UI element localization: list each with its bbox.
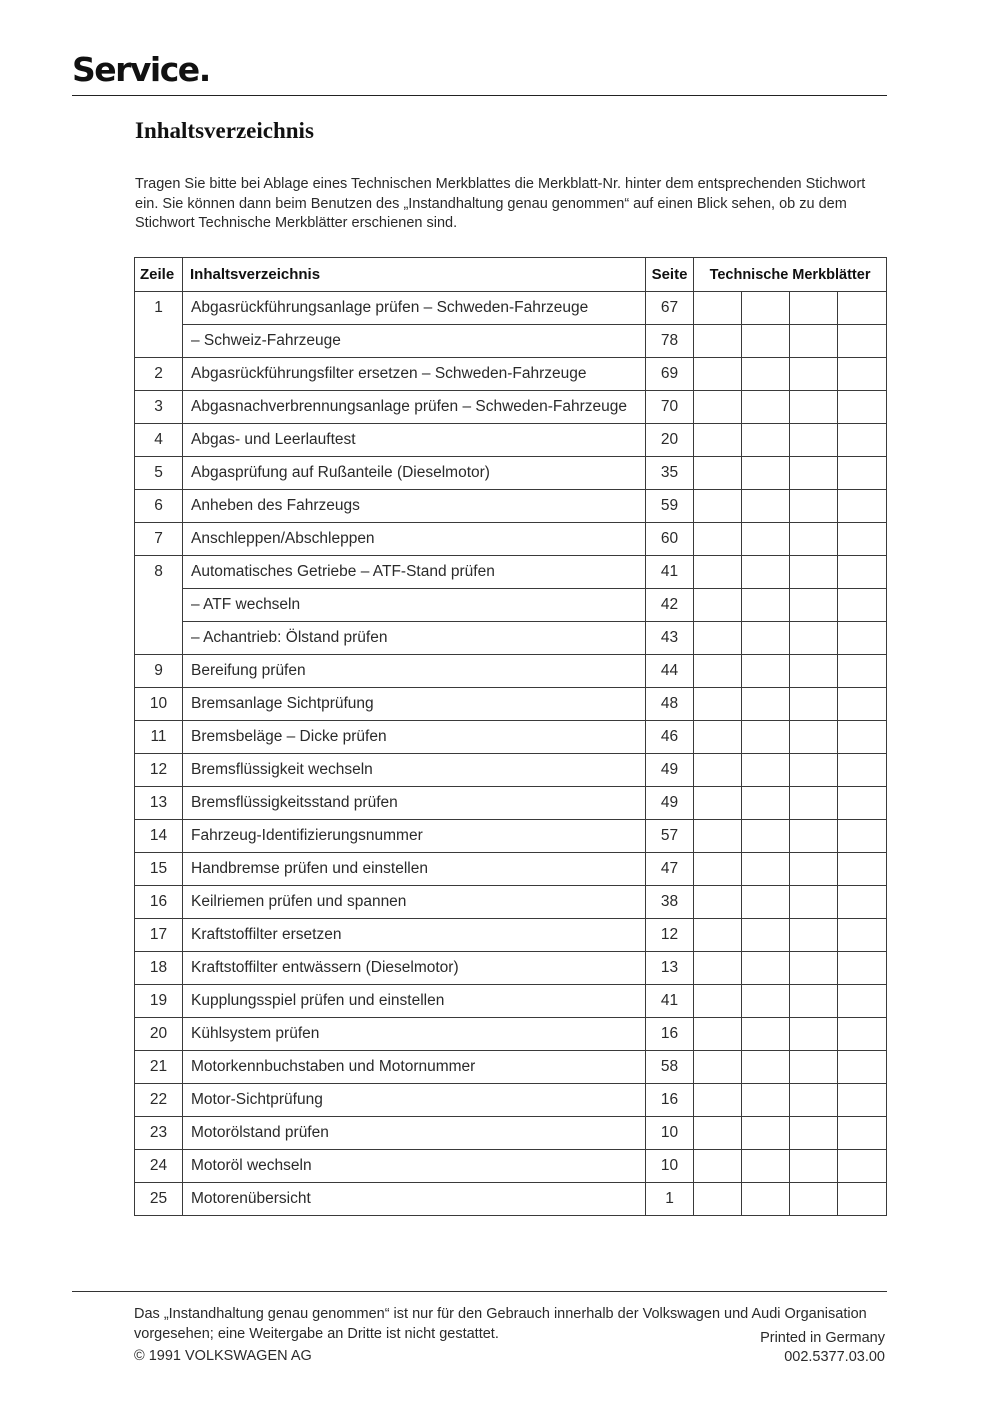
row-line-number: 19: [135, 985, 183, 1018]
tech-sheet-cell[interactable]: [790, 1150, 838, 1183]
tech-sheet-cell[interactable]: [838, 622, 887, 655]
tech-sheet-cell[interactable]: [838, 292, 887, 325]
tech-sheet-cell[interactable]: [790, 391, 838, 424]
row-line-number: [135, 622, 183, 655]
tech-sheet-cell[interactable]: [838, 655, 887, 688]
tech-sheet-cell[interactable]: [838, 1084, 887, 1117]
row-line-number: 17: [135, 919, 183, 952]
row-topic: – Schweiz-Fahrzeuge: [183, 325, 646, 358]
row-page: 48: [646, 688, 694, 721]
row-page: 38: [646, 886, 694, 919]
row-topic: Kühlsystem prüfen: [183, 1018, 646, 1051]
tech-sheet-cell[interactable]: [838, 952, 887, 985]
tech-sheet-cell[interactable]: [694, 490, 742, 523]
row-page: 58: [646, 1051, 694, 1084]
table-row: [135, 523, 887, 556]
row-page: 47: [646, 853, 694, 886]
tech-sheet-cell[interactable]: [694, 424, 742, 457]
row-topic: Abgasnachverbrennungsanlage prüfen – Schweden-Fahrzeuge: [183, 391, 646, 424]
row-topic: Automatisches Getriebe – ATF-Stand prüfen: [183, 556, 646, 589]
toc-table: [134, 257, 887, 1216]
row-line-number: 24: [135, 1150, 183, 1183]
row-line-number: 6: [135, 490, 183, 523]
tech-sheet-cell[interactable]: [838, 1051, 887, 1084]
tech-sheet-cell[interactable]: [790, 523, 838, 556]
table-row: [135, 655, 887, 688]
page-title: Inhaltsverzeichnis: [135, 118, 314, 143]
row-topic: – ATF wechseln: [183, 589, 646, 622]
row-line-number: 11: [135, 721, 183, 754]
tech-sheet-cell[interactable]: [742, 754, 790, 787]
row-page: 12: [646, 919, 694, 952]
row-topic: Handbremse prüfen und einstellen: [183, 853, 646, 886]
tech-sheet-cell[interactable]: [742, 952, 790, 985]
row-page: 59: [646, 490, 694, 523]
header-rule: [72, 95, 887, 96]
row-topic: Motoröl wechseln: [183, 1150, 646, 1183]
row-topic: Kupplungsspiel prüfen und einstellen: [183, 985, 646, 1018]
table-row: [135, 457, 887, 490]
row-topic: Abgasprüfung auf Rußanteile (Dieselmotor): [183, 457, 646, 490]
row-line-number: 3: [135, 391, 183, 424]
row-topic: Motor-Sichtprüfung: [183, 1084, 646, 1117]
tech-sheet-cell[interactable]: [694, 1084, 742, 1117]
row-topic: Abgas- und Leerlauftest: [183, 424, 646, 457]
row-page: 42: [646, 589, 694, 622]
tech-sheet-cell[interactable]: [694, 1117, 742, 1150]
tech-sheet-cell[interactable]: [838, 985, 887, 1018]
table-row: [135, 820, 887, 853]
tech-sheet-cell[interactable]: [694, 457, 742, 490]
toc-body: [135, 292, 887, 1216]
table-row: [135, 490, 887, 523]
tech-sheet-cell[interactable]: [790, 919, 838, 952]
tech-sheet-cell[interactable]: [838, 523, 887, 556]
tech-sheet-cell[interactable]: [694, 1051, 742, 1084]
table-row: [135, 424, 887, 457]
row-topic: Kraftstoffilter ersetzen: [183, 919, 646, 952]
footer-notice: Das „Instandhaltung genau genommen“ ist nur für den Gebrauch innerhalb der Volkswagen und Audi Organisation vorgesehen; eine Weitergabe an Dritte ist nicht gestattet.: [134, 1306, 867, 1342]
tech-sheet-cell[interactable]: [742, 325, 790, 358]
row-page: 41: [646, 985, 694, 1018]
tech-sheet-cell[interactable]: [790, 490, 838, 523]
tech-sheet-cell[interactable]: [742, 292, 790, 325]
tech-sheet-cell[interactable]: [838, 886, 887, 919]
tech-sheet-cell[interactable]: [694, 325, 742, 358]
tech-sheet-cell[interactable]: [790, 457, 838, 490]
tech-sheet-cell[interactable]: [694, 787, 742, 820]
tech-sheet-cell[interactable]: [790, 1084, 838, 1117]
tech-sheet-cell[interactable]: [790, 952, 838, 985]
tech-sheet-cell[interactable]: [790, 556, 838, 589]
tech-sheet-cell[interactable]: [790, 787, 838, 820]
row-topic: Motorölstand prüfen: [183, 1117, 646, 1150]
tech-sheet-cell[interactable]: [742, 556, 790, 589]
table-row: [135, 721, 887, 754]
row-page: 16: [646, 1018, 694, 1051]
footer-copyright: © 1991 VOLKSWAGEN AG: [134, 1348, 312, 1364]
tech-sheet-cell[interactable]: [838, 919, 887, 952]
row-line-number: 25: [135, 1183, 183, 1216]
tech-sheet-cell[interactable]: [790, 1183, 838, 1216]
tech-sheet-cell[interactable]: [694, 952, 742, 985]
header-line: Zeile: [135, 258, 183, 292]
tech-sheet-cell[interactable]: [838, 424, 887, 457]
row-line-number: 13: [135, 787, 183, 820]
row-topic: Fahrzeug-Identifizierungsnummer: [183, 820, 646, 853]
tech-sheet-cell[interactable]: [742, 523, 790, 556]
row-line-number: 21: [135, 1051, 183, 1084]
tech-sheet-cell[interactable]: [742, 622, 790, 655]
table-row: [135, 688, 887, 721]
tech-sheet-cell[interactable]: [694, 622, 742, 655]
row-topic: Anheben des Fahrzeugs: [183, 490, 646, 523]
row-page: 13: [646, 952, 694, 985]
tech-sheet-cell[interactable]: [838, 490, 887, 523]
row-line-number: 8: [135, 556, 183, 589]
row-line-number: 9: [135, 655, 183, 688]
tech-sheet-cell[interactable]: [790, 721, 838, 754]
table-row: [135, 985, 887, 1018]
footer-printed: Printed in Germany: [760, 1330, 885, 1346]
row-topic: Abgasrückführungsfilter ersetzen – Schweden-Fahrzeuge: [183, 358, 646, 391]
table-row: [135, 952, 887, 985]
table-row: [135, 325, 887, 358]
tech-sheet-cell[interactable]: [742, 688, 790, 721]
row-page: 60: [646, 523, 694, 556]
tech-sheet-cell[interactable]: [694, 688, 742, 721]
tech-sheet-cell[interactable]: [838, 325, 887, 358]
tech-sheet-cell[interactable]: [838, 688, 887, 721]
row-page: 10: [646, 1150, 694, 1183]
tech-sheet-cell[interactable]: [838, 457, 887, 490]
table-row: [135, 787, 887, 820]
tech-sheet-cell[interactable]: [838, 1150, 887, 1183]
row-line-number: 2: [135, 358, 183, 391]
tech-sheet-cell[interactable]: [790, 1051, 838, 1084]
tech-sheet-cell[interactable]: [694, 754, 742, 787]
tech-sheet-cell[interactable]: [742, 1150, 790, 1183]
tech-sheet-cell[interactable]: [694, 886, 742, 919]
tech-sheet-cell[interactable]: [838, 1117, 887, 1150]
footer-code: 002.5377.03.00: [784, 1349, 885, 1365]
tech-sheet-cell[interactable]: [694, 985, 742, 1018]
intro-text: Tragen Sie bitte bei Ablage eines Technischen Merkblattes die Merkblatt-Nr. hinter dem entsprechenden Stichwort ein. Sie können dann beim Benutzen des „Instandhaltung genau genommen“ auf einen Blick sehen, ob zu dem Stichwort Technische Merkblätter erschienen sind.: [135, 176, 866, 231]
row-page: 49: [646, 787, 694, 820]
tech-sheet-cell[interactable]: [790, 820, 838, 853]
row-topic: Anschleppen/Abschleppen: [183, 523, 646, 556]
tech-sheet-cell[interactable]: [838, 589, 887, 622]
table-row: [135, 292, 887, 325]
tech-sheet-cell[interactable]: [694, 820, 742, 853]
tech-sheet-cell[interactable]: [790, 358, 838, 391]
tech-sheet-cell[interactable]: [694, 391, 742, 424]
row-page: 49: [646, 754, 694, 787]
row-topic: Keilriemen prüfen und spannen: [183, 886, 646, 919]
table-row: [135, 1150, 887, 1183]
tech-sheet-cell[interactable]: [838, 853, 887, 886]
row-page: 78: [646, 325, 694, 358]
row-page: 69: [646, 358, 694, 391]
tech-sheet-cell[interactable]: [742, 457, 790, 490]
tech-sheet-cell[interactable]: [838, 754, 887, 787]
tech-sheet-cell[interactable]: [838, 391, 887, 424]
row-page: 16: [646, 1084, 694, 1117]
header-page: Seite: [646, 258, 694, 292]
row-page: 41: [646, 556, 694, 589]
table-row: [135, 1051, 887, 1084]
table-row: [135, 589, 887, 622]
tech-sheet-cell[interactable]: [742, 985, 790, 1018]
table-row: [135, 886, 887, 919]
row-topic: Motorenübersicht: [183, 1183, 646, 1216]
tech-sheet-cell[interactable]: [790, 1117, 838, 1150]
tech-sheet-cell[interactable]: [838, 556, 887, 589]
tech-sheet-cell[interactable]: [694, 589, 742, 622]
tech-sheet-cell[interactable]: [694, 853, 742, 886]
table-row: [135, 754, 887, 787]
table-row: [135, 622, 887, 655]
row-line-number: 5: [135, 457, 183, 490]
table-header-row: [135, 258, 887, 292]
tech-sheet-cell[interactable]: [742, 1084, 790, 1117]
tech-sheet-cell[interactable]: [790, 622, 838, 655]
row-line-number: 10: [135, 688, 183, 721]
tech-sheet-cell[interactable]: [742, 589, 790, 622]
tech-sheet-cell[interactable]: [742, 490, 790, 523]
tech-sheet-cell[interactable]: [742, 655, 790, 688]
row-line-number: 15: [135, 853, 183, 886]
row-topic: Bremsanlage Sichtprüfung: [183, 688, 646, 721]
tech-sheet-cell[interactable]: [742, 1018, 790, 1051]
tech-sheet-cell[interactable]: [838, 1183, 887, 1216]
row-topic: – Achantrieb: Ölstand prüfen: [183, 622, 646, 655]
tech-sheet-cell[interactable]: [790, 424, 838, 457]
table-row: [135, 391, 887, 424]
tech-sheet-cell[interactable]: [694, 919, 742, 952]
row-line-number: [135, 589, 183, 622]
row-line-number: 16: [135, 886, 183, 919]
row-page: 43: [646, 622, 694, 655]
tech-sheet-cell[interactable]: [694, 358, 742, 391]
tech-sheet-cell[interactable]: [838, 721, 887, 754]
tech-sheet-cell[interactable]: [694, 292, 742, 325]
tech-sheet-cell[interactable]: [790, 688, 838, 721]
tech-sheet-cell[interactable]: [742, 853, 790, 886]
tech-sheet-cell[interactable]: [694, 1183, 742, 1216]
row-page: 57: [646, 820, 694, 853]
tech-sheet-cell[interactable]: [694, 721, 742, 754]
tech-sheet-cell[interactable]: [742, 424, 790, 457]
table-row: [135, 1084, 887, 1117]
tech-sheet-cell[interactable]: [742, 721, 790, 754]
row-line-number: 1: [135, 292, 183, 325]
tech-sheet-cell[interactable]: [790, 655, 838, 688]
row-line-number: 23: [135, 1117, 183, 1150]
tech-sheet-cell[interactable]: [742, 787, 790, 820]
table-row: [135, 1018, 887, 1051]
tech-sheet-cell[interactable]: [790, 325, 838, 358]
footer-rule: [72, 1291, 887, 1292]
table-row: [135, 1117, 887, 1150]
tech-sheet-cell[interactable]: [790, 1018, 838, 1051]
tech-sheet-cell[interactable]: [694, 523, 742, 556]
table-row: [135, 1183, 887, 1216]
tech-sheet-cell[interactable]: [742, 1183, 790, 1216]
table-row: [135, 556, 887, 589]
row-page: 70: [646, 391, 694, 424]
tech-sheet-cell[interactable]: [790, 292, 838, 325]
row-topic: Bremsflüssigkeit wechseln: [183, 754, 646, 787]
row-topic: Bremsbeläge – Dicke prüfen: [183, 721, 646, 754]
tech-sheet-cell[interactable]: [790, 985, 838, 1018]
tech-sheet-cell[interactable]: [790, 853, 838, 886]
tech-sheet-cell[interactable]: [694, 1018, 742, 1051]
tech-sheet-cell[interactable]: [742, 1051, 790, 1084]
row-page: 10: [646, 1117, 694, 1150]
tech-sheet-cell[interactable]: [838, 358, 887, 391]
row-topic: Bereifung prüfen: [183, 655, 646, 688]
row-page: 67: [646, 292, 694, 325]
row-line-number: 22: [135, 1084, 183, 1117]
tech-sheet-cell[interactable]: [694, 1150, 742, 1183]
tech-sheet-cell[interactable]: [742, 391, 790, 424]
row-page: 46: [646, 721, 694, 754]
header-topic: Inhaltsverzeichnis: [183, 258, 646, 292]
table-row: [135, 919, 887, 952]
row-topic: Kraftstoffilter entwässern (Dieselmotor): [183, 952, 646, 985]
tech-sheet-cell[interactable]: [790, 589, 838, 622]
brand-logo: Service.: [72, 50, 210, 89]
row-line-number: 12: [135, 754, 183, 787]
tech-sheet-cell[interactable]: [694, 556, 742, 589]
tech-sheet-cell[interactable]: [790, 754, 838, 787]
header-tech-sheets: Technische Merkblätter: [694, 258, 887, 292]
row-topic: Abgasrückführungsanlage prüfen – Schweden-Fahrzeuge: [183, 292, 646, 325]
tech-sheet-cell[interactable]: [838, 1018, 887, 1051]
row-page: 44: [646, 655, 694, 688]
tech-sheet-cell[interactable]: [694, 655, 742, 688]
row-line-number: 14: [135, 820, 183, 853]
row-page: 1: [646, 1183, 694, 1216]
tech-sheet-cell[interactable]: [790, 886, 838, 919]
tech-sheet-cell[interactable]: [838, 820, 887, 853]
tech-sheet-cell[interactable]: [742, 886, 790, 919]
row-page: 20: [646, 424, 694, 457]
row-line-number: 4: [135, 424, 183, 457]
tech-sheet-cell[interactable]: [742, 919, 790, 952]
table-row: [135, 853, 887, 886]
tech-sheet-cell[interactable]: [742, 1117, 790, 1150]
row-line-number: 7: [135, 523, 183, 556]
tech-sheet-cell[interactable]: [838, 787, 887, 820]
row-line-number: 18: [135, 952, 183, 985]
tech-sheet-cell[interactable]: [742, 358, 790, 391]
row-line-number: [135, 325, 183, 358]
row-topic: Bremsflüssigkeitsstand prüfen: [183, 787, 646, 820]
row-line-number: 20: [135, 1018, 183, 1051]
tech-sheet-cell[interactable]: [742, 820, 790, 853]
row-page: 35: [646, 457, 694, 490]
table-row: [135, 358, 887, 391]
row-topic: Motorkennbuchstaben und Motornummer: [183, 1051, 646, 1084]
